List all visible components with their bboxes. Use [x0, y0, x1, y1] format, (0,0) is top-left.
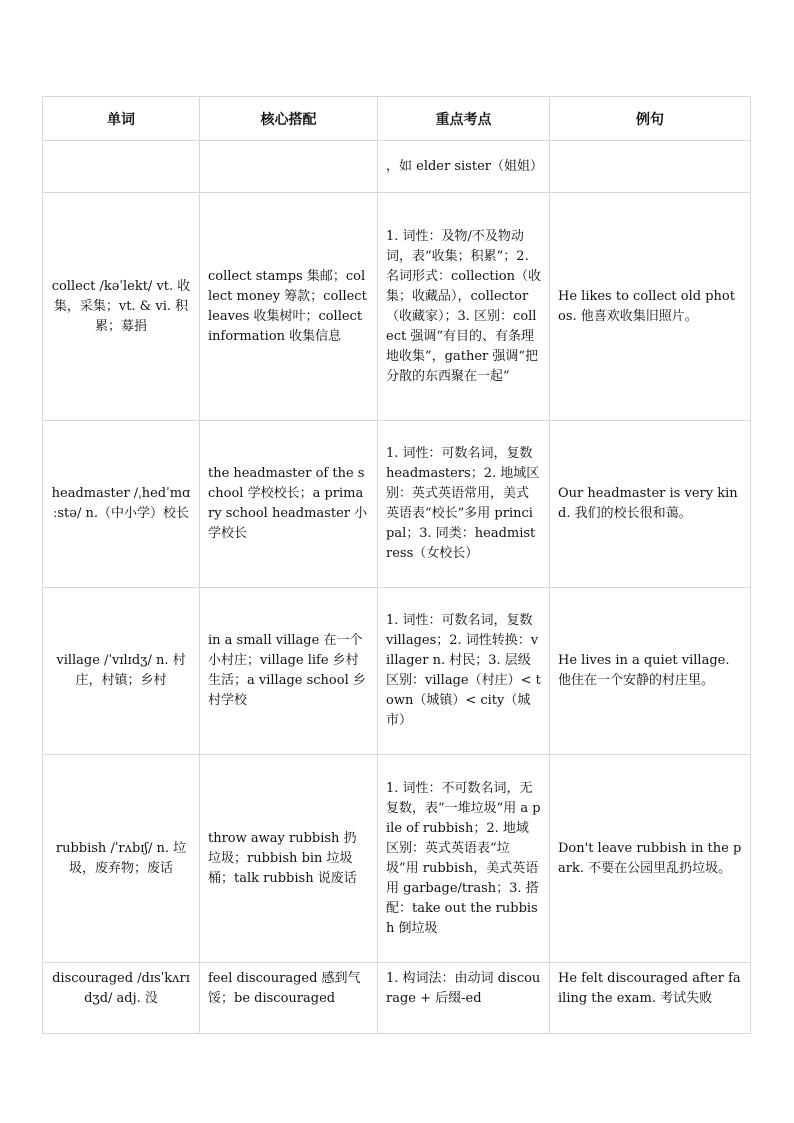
example-cell: He lives in a quiet village. 他住在一个安静的村庄里。: [550, 588, 751, 755]
word-cell: [43, 963, 200, 1034]
table-row: [43, 421, 751, 588]
header-row: [43, 97, 751, 141]
key-points-cell: 1. 词性：可数名词，复数 headmasters；2. 地域区别：英式英语常用，美式英语表“校长”多用 principal；3. 同类：headmistress（女校长）: [378, 421, 550, 588]
key-points-cell: 1. 词性：不可数名词，无复数，表“一堆垃圾”用 a pile of rubbish；2. 地域区别：英式英语表“垃圾”用 rubbish，美式英语用 garbage/trash；3. 搭配：take out the rubbish 倒垃圾: [378, 755, 550, 963]
key-points-cell: ，如 elder sister（姐姐）: [378, 141, 550, 193]
header-collocations: 核心搭配: [200, 97, 378, 141]
collocation-cell: collect stamps 集邮；collect money 筹款；collect leaves 收集树叶；collect information 收集信息: [200, 193, 378, 421]
key-points-cell: [378, 963, 550, 1034]
header-word: 单词: [43, 97, 200, 141]
example-cell: [550, 141, 751, 193]
table-row: [43, 141, 751, 193]
example-cell: Don't leave rubbish in the park. 不要在公园里乱扔垃圾。: [550, 755, 751, 963]
header-example: 例句: [550, 97, 751, 141]
key-points-cell: 1. 词性：可数名词，复数 villages；2. 词性转换：villager n. 村民；3. 层级区别：village（村庄）< town（城镇）< city（城市）: [378, 588, 550, 755]
collocation-cell: throw away rubbish 扔垃圾；rubbish bin 垃圾桶；talk rubbish 说废话: [200, 755, 378, 963]
table-row: [43, 963, 751, 1034]
table-row: [43, 588, 751, 755]
key-points-text: 1. 构词法：由动词 discourage + 后缀-ed: [386, 971, 541, 1006]
word-cell: [43, 141, 200, 193]
word-cell: collect /kəˈlekt/ vt. 收集，采集；vt. & vi. 积累；募捐: [43, 193, 200, 421]
word-text: discouraged /dɪsˈkʌrɪdʒd/ adj. 没: [52, 971, 190, 1006]
word-cell: rubbish /ˈrʌbɪʃ/ n. 垃圾，废弃物；废话: [43, 755, 200, 963]
example-cell: [550, 963, 751, 1034]
example-cell: He likes to collect old photos. 他喜欢收集旧照片。: [550, 193, 751, 421]
collocation-cell: [200, 141, 378, 193]
key-points-cell: 1. 词性：及物/不及物动词，表“收集；积累”；2. 名词形式：collection（收集；收藏品），collector（收藏家）；3. 区别：collect 强调“有目的、有条理地收集”，gather 强调“把分散的东西聚在一起”: [378, 193, 550, 421]
collocation-cell: [200, 963, 378, 1034]
word-cell: village /ˈvɪlɪdʒ/ n. 村庄，村镇；乡村: [43, 588, 200, 755]
example-cell: Our headmaster is very kind. 我们的校长很和蔼。: [550, 421, 751, 588]
collocation-cell: in a small village 在一个小村庄；village life 乡村生活；a village school 乡村学校: [200, 588, 378, 755]
table-row: [43, 193, 751, 421]
collocation-cell: the headmaster of the school 学校校长；a primary school headmaster 小学校长: [200, 421, 378, 588]
example-text: He felt discouraged after failing the exam. 考试失败: [558, 971, 741, 1006]
header-key-points: 重点考点: [378, 97, 550, 141]
collocation-text: feel discouraged 感到气馁；be discouraged: [208, 971, 361, 1006]
word-cell: headmaster /ˌhedˈmɑːstə/ n.（中小学）校长: [43, 421, 200, 588]
vocabulary-table: [42, 96, 751, 1034]
table-row: [43, 755, 751, 963]
